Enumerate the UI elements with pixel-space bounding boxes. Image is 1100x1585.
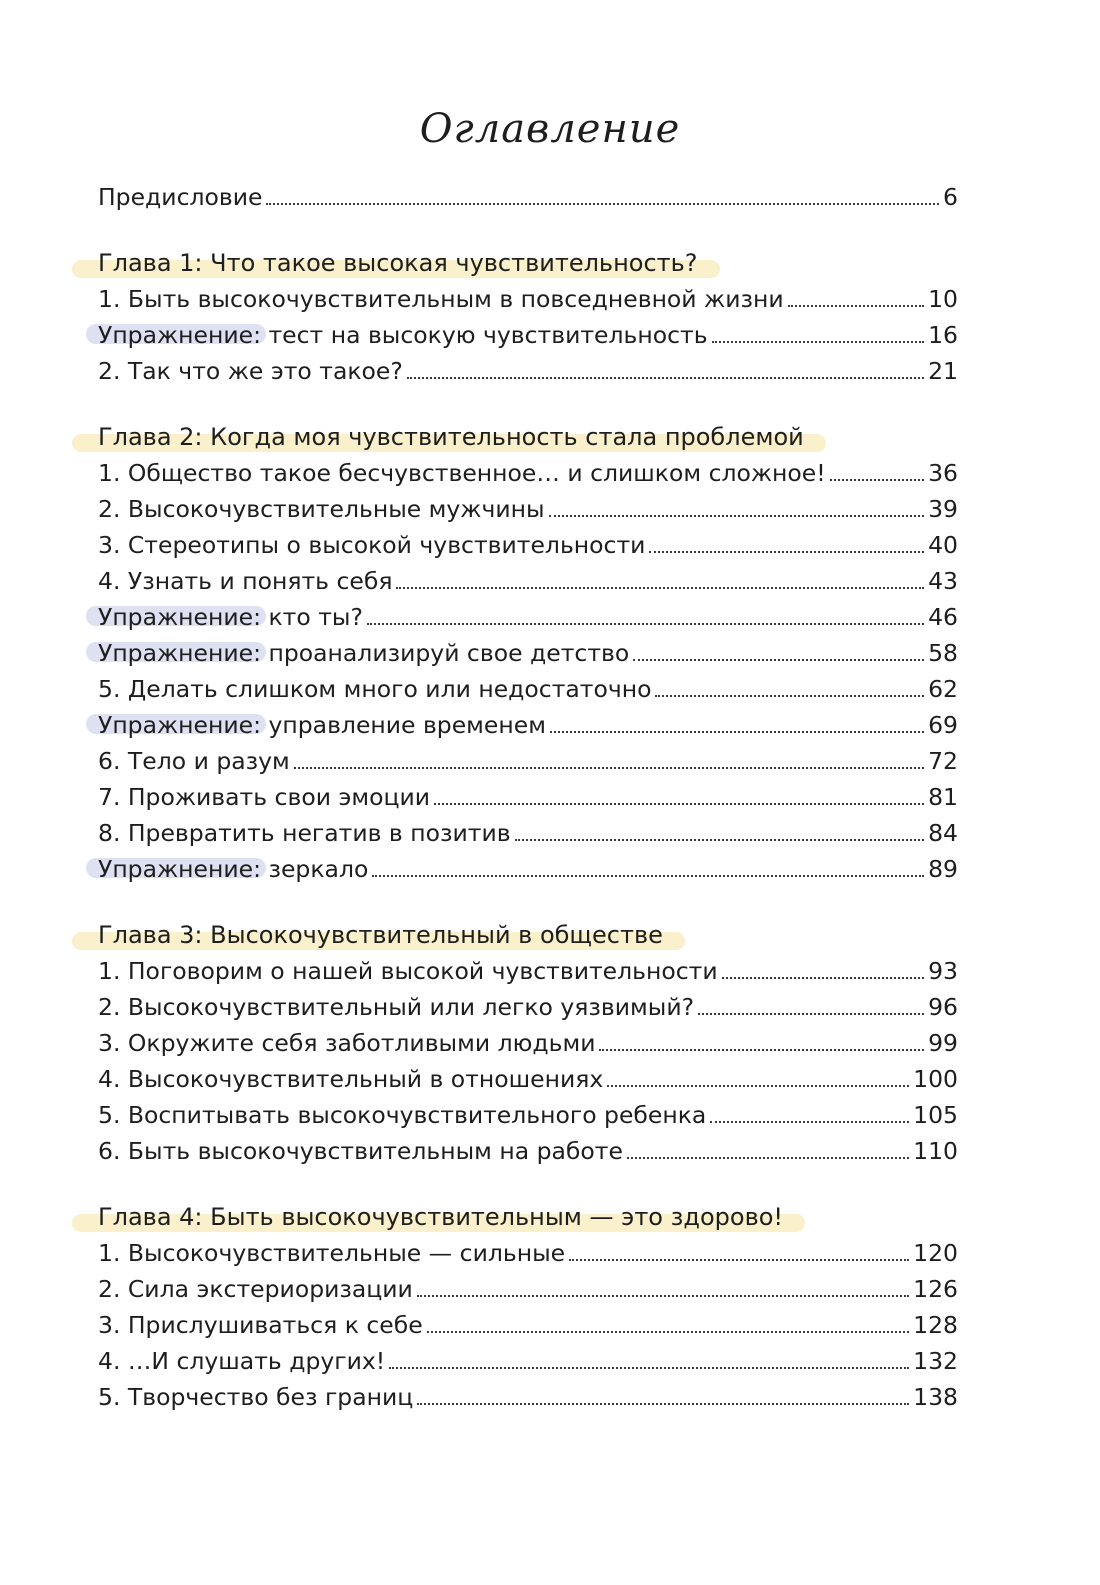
toc-entry-page: 43 <box>928 567 958 595</box>
toc-entry-label: 2. Так что же это такое? <box>98 357 403 385</box>
toc-entry[interactable] <box>98 1340 958 1376</box>
toc-entry-page: 132 <box>913 1347 958 1375</box>
toc-entry-page: 39 <box>928 495 958 523</box>
toc-entry-page: 36 <box>928 459 958 487</box>
chapter-heading[interactable] <box>98 414 958 452</box>
dot-leader <box>710 1121 909 1123</box>
toc-entry[interactable] <box>98 1268 958 1304</box>
dot-leader <box>396 587 924 589</box>
dot-leader <box>649 551 924 553</box>
toc-entry[interactable] <box>98 1232 958 1268</box>
toc-entry[interactable] <box>98 1058 958 1094</box>
dot-leader <box>830 479 924 481</box>
dot-leader <box>698 1013 924 1015</box>
chapter-heading[interactable] <box>98 1194 958 1232</box>
toc-entry-label: 1. Высокочувствительные — сильные <box>98 1239 566 1267</box>
toc-entry-page: 99 <box>928 1029 958 1057</box>
dot-leader <box>633 659 924 661</box>
toc-entry-label: 1. Общество такое бесчувственное… и слишком сложное! <box>98 459 826 487</box>
dot-leader <box>722 977 924 979</box>
toc-entry-page: 21 <box>928 357 958 385</box>
toc-entry-label: Упражнение: проанализируй свое детство <box>98 639 630 667</box>
toc-entry-page: 81 <box>928 783 958 811</box>
toc-entry-page: 40 <box>928 531 958 559</box>
toc-entry-label: 2. Сила экстериоризации <box>98 1275 413 1303</box>
toc-entry-label: 4. Высокочувствительный в отношениях <box>98 1065 604 1093</box>
toc-exercise-entry[interactable] <box>98 848 958 884</box>
toc-entry[interactable] <box>98 278 958 314</box>
toc-entry[interactable] <box>98 350 958 386</box>
toc-entry[interactable] <box>98 1304 958 1340</box>
toc-entry-page: 69 <box>928 711 958 739</box>
toc-entry-label: 2. Высокочувствительный или легко уязвимый? <box>98 993 695 1021</box>
dot-leader <box>389 1367 909 1369</box>
toc-entry-page: 16 <box>928 321 958 349</box>
dot-leader <box>655 695 924 697</box>
toc-entry-label: 6. Тело и разум <box>98 747 290 775</box>
toc-entry-label: Предисловие <box>98 183 263 211</box>
dot-leader <box>599 1049 924 1051</box>
toc-entry-page: 62 <box>928 675 958 703</box>
toc-entry-page: 100 <box>913 1065 958 1093</box>
toc-entry-page: 138 <box>913 1383 958 1411</box>
toc-entry[interactable] <box>98 1022 958 1058</box>
chapter-title: Глава 4: Быть высокочувствительным — это здорово! <box>98 1202 797 1232</box>
toc-entry-label: Упражнение: управление временем <box>98 711 546 739</box>
toc-entry-label: 7. Проживать свои эмоции <box>98 783 430 811</box>
toc-entry-label: 5. Воспитывать высокочувствительного ребенка <box>98 1101 707 1129</box>
dot-leader <box>407 377 924 379</box>
toc-entry-page: 105 <box>913 1101 958 1129</box>
toc-entry-label: 1. Быть высокочувствительным в повседневной жизни <box>98 285 784 313</box>
chapter-title: Глава 2: Когда моя чувствительность стала проблемой <box>98 422 818 452</box>
section-gap <box>98 212 958 240</box>
toc-entry-page: 110 <box>913 1137 958 1165</box>
dot-leader <box>417 1295 909 1297</box>
toc-entry-label: 3. Стереотипы о высокой чувствительности <box>98 531 646 559</box>
dot-leader <box>550 731 924 733</box>
toc-entry-label: 2. Высокочувствительные мужчины <box>98 495 545 523</box>
dot-leader <box>569 1259 909 1261</box>
toc-entry[interactable] <box>98 986 958 1022</box>
chapter-list <box>98 212 958 1412</box>
toc-entry[interactable] <box>98 1094 958 1130</box>
toc-entry[interactable] <box>98 560 958 596</box>
toc-entry[interactable] <box>98 776 958 812</box>
dot-leader <box>607 1085 909 1087</box>
toc-entry-label: 5. Творчество без границ <box>98 1383 414 1411</box>
chapter-title: Глава 3: Высокочувствительный в обществе <box>98 920 677 950</box>
page-title: Оглавление <box>419 106 681 152</box>
toc-entry-page: 10 <box>928 285 958 313</box>
table-of-contents <box>98 176 958 1412</box>
toc-entry[interactable] <box>98 1376 958 1412</box>
dot-leader <box>515 839 925 841</box>
toc-entry[interactable] <box>98 740 958 776</box>
dot-leader <box>417 1403 909 1405</box>
toc-entry[interactable] <box>98 452 958 488</box>
toc-entry-label: 3. Прислушиваться к себе <box>98 1311 423 1339</box>
toc-entry-label: Упражнение: тест на высокую чувствительность <box>98 321 708 349</box>
toc-entry-page: 58 <box>928 639 958 667</box>
toc-entry-page: 126 <box>913 1275 958 1303</box>
toc-entry[interactable] <box>98 812 958 848</box>
dot-leader <box>549 515 925 517</box>
dot-leader <box>372 875 924 877</box>
toc-entry-page: 6 <box>943 183 958 211</box>
toc-entry-label: Упражнение: зеркало <box>98 855 369 883</box>
dot-leader <box>427 1331 909 1333</box>
toc-entry-page: 72 <box>928 747 958 775</box>
toc-exercise-entry[interactable] <box>98 632 958 668</box>
toc-exercise-entry[interactable] <box>98 314 958 350</box>
toc-entry-page: 84 <box>928 819 958 847</box>
dot-leader <box>627 1157 909 1159</box>
dot-leader <box>712 341 925 343</box>
dot-leader <box>367 623 924 625</box>
toc-entry-label: 4. Узнать и понять себя <box>98 567 393 595</box>
dot-leader <box>434 803 924 805</box>
toc-entry-page: 96 <box>928 993 958 1021</box>
chapter-heading[interactable] <box>98 240 958 278</box>
chapter-title: Глава 1: Что такое высокая чувствительность? <box>98 248 712 278</box>
toc-exercise-entry[interactable] <box>98 596 958 632</box>
toc-entry-label: 5. Делать слишком много или недостаточно <box>98 675 652 703</box>
toc-entry[interactable] <box>98 668 958 704</box>
dot-leader <box>788 305 924 307</box>
toc-entry[interactable] <box>98 1130 958 1166</box>
toc-entry-page: 128 <box>913 1311 958 1339</box>
toc-entry-page: 89 <box>928 855 958 883</box>
toc-entry[interactable] <box>98 524 958 560</box>
chapter-heading[interactable] <box>98 912 958 950</box>
toc-entry-label: 1. Поговорим о нашей высокой чувствительности <box>98 957 718 985</box>
toc-entry-page: 46 <box>928 603 958 631</box>
toc-entry-page: 93 <box>928 957 958 985</box>
toc-entry-label: 3. Окружите себя заботливыми людьми <box>98 1029 596 1057</box>
toc-entry-label: 6. Быть высокочувствительным на работе <box>98 1137 623 1165</box>
toc-entry-label: 8. Превратить негатив в позитив <box>98 819 511 847</box>
section-gap <box>98 1166 958 1194</box>
toc-entry[interactable] <box>98 488 958 524</box>
toc-entry[interactable] <box>98 950 958 986</box>
toc-exercise-entry[interactable] <box>98 704 958 740</box>
section-gap <box>98 884 958 912</box>
toc-entry-label: 4. …И слушать других! <box>98 1347 386 1375</box>
dot-leader <box>266 203 939 205</box>
toc-entry-label: Упражнение: кто ты? <box>98 603 363 631</box>
toc-entry-preface[interactable] <box>98 176 958 212</box>
section-gap <box>98 386 958 414</box>
dot-leader <box>294 767 924 769</box>
toc-entry-page: 120 <box>913 1239 958 1267</box>
